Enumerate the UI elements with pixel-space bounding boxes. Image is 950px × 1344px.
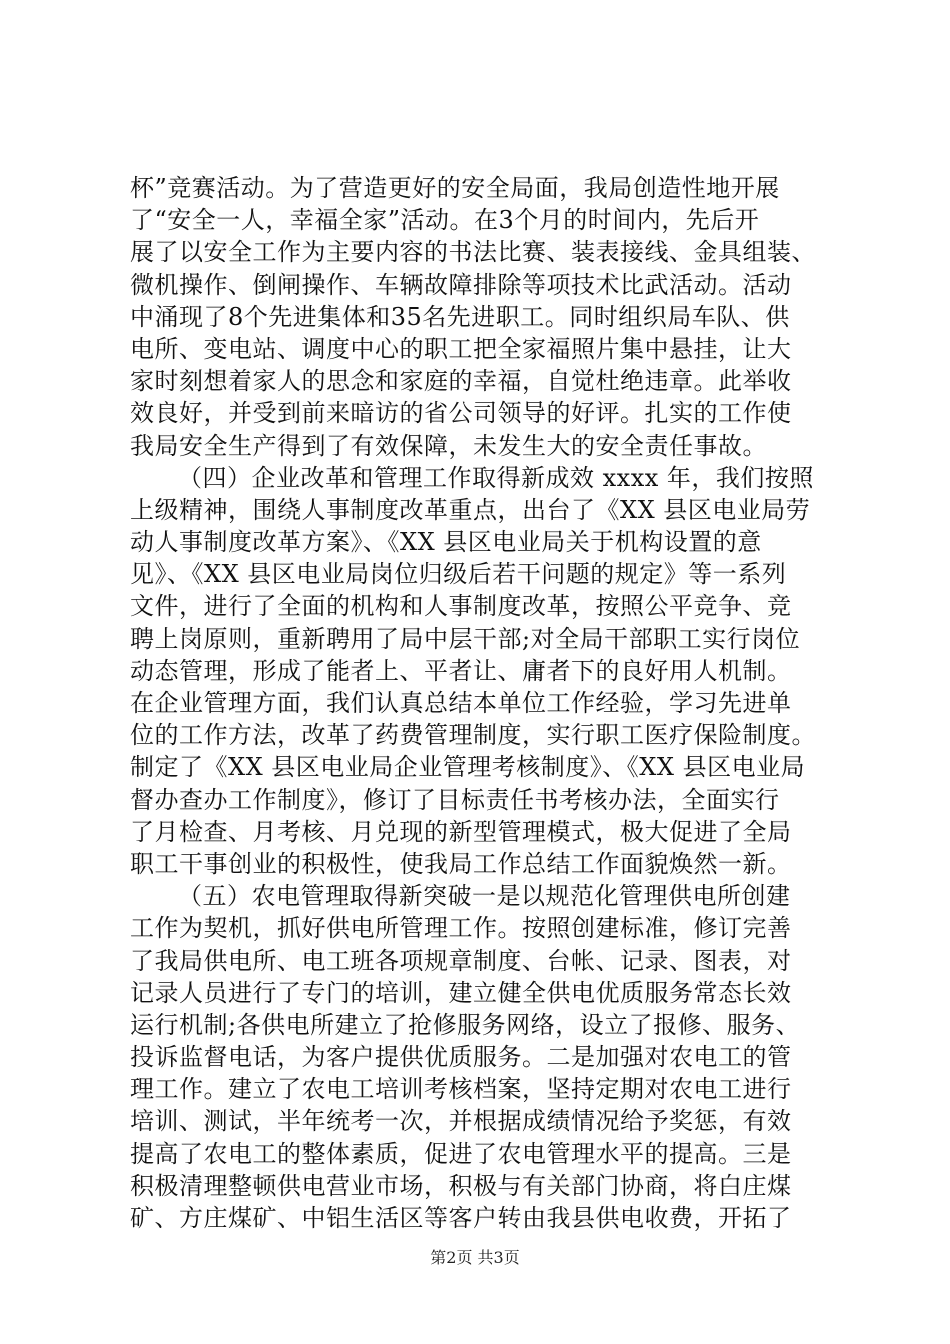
text-line: 杯”竞赛活动。为了营造更好的安全局面，我局创造性地开展 xyxy=(130,174,780,202)
text-line: 提高了农电工的整体素质，促进了农电管理水平的提高。三是 xyxy=(130,1139,792,1168)
paragraph-start-line: （五）农电管理取得新突破一是以规范化管理供电所创建 xyxy=(178,882,791,911)
text-line: 位的工作方法，改革了药费管理制度，实行职工医疗保险制度。 xyxy=(130,721,816,750)
text-line: 理工作。建立了农电工培训考核档案，坚持定期对农电工进行 xyxy=(130,1075,792,1104)
text-line: 家时刻想着家人的思念和家庭的幸福，自觉杜绝违章。此举收 xyxy=(130,367,792,396)
text-line: 投诉监督电话，为客户提供优质服务。二是加强对农电工的管 xyxy=(130,1043,792,1072)
page-footer: 第2页 共3页 xyxy=(430,1248,520,1267)
text-line: 动态管理，形成了能者上、平者让、庸者下的良好用人机制。 xyxy=(130,656,792,685)
text-line: 文件，进行了全面的机构和人事制度改革，按照公平竞争、竞 xyxy=(130,592,792,621)
text-line: 矿、方庄煤矿、中铝生活区等客户转由我县供电收费，开拓了 xyxy=(130,1204,792,1232)
text-line: 微机操作、倒闸操作、车辆故障排除等项技术比武活动。活动 xyxy=(130,270,792,299)
text-line: 工作为契机，抓好供电所管理工作。按照创建标准，修订完善 xyxy=(130,914,792,943)
text-line: 展了以安全工作为主要内容的书法比赛、装表接线、金具组装、 xyxy=(130,238,816,267)
body-text xyxy=(130,172,850,1234)
text-line: 督办查办工作制度》，修订了目标责任书考核办法，全面实行 xyxy=(130,785,780,814)
text-line: 电所、变电站、调度中心的职工把全家福照片集中悬挂，让大 xyxy=(130,334,792,363)
text-line: 培训、测试，半年统考一次，并根据成绩情况给予奖惩，有效 xyxy=(130,1107,792,1136)
text-line: 动人事制度改革方案》、《XX 县区电业局关于机构设置的意 xyxy=(130,528,762,557)
text-line: 运行机制;各供电所建立了抢修服务网络，设立了报修、服务、 xyxy=(130,1010,801,1039)
text-line: 上级精神，围绕人事制度改革重点，出台了《XX 县区电业局劳 xyxy=(130,495,811,524)
text-line: 我局安全生产得到了有效保障，未发生大的安全责任事故。 xyxy=(130,431,767,460)
text-line: 效良好，并受到前来暗访的省公司领导的好评。扎实的工作使 xyxy=(130,399,792,428)
text-line: 了“安全一人，幸福全家”活动。在3个月的时间内，先后开 xyxy=(130,206,760,235)
paragraph-start-line: （四）企业改革和管理工作取得新成效 xxxx 年，我们按照 xyxy=(178,463,814,492)
text-line: 聘上岗原则，重新聘用了局中层干部;对全局干部职工实行岗位 xyxy=(130,624,801,653)
text-line: 积极清理整顿供电营业市场，积极与有关部门协商，将白庄煤 xyxy=(130,1171,792,1200)
text-line: 在企业管理方面，我们认真总结本单位工作经验，学习先进单 xyxy=(130,689,792,717)
text-line: 职工干事创业的积极性，使我局工作总结工作面貌焕然一新。 xyxy=(130,849,792,878)
text-line: 记录人员进行了专门的培训，建立健全供电优质服务常态长效 xyxy=(130,978,792,1007)
text-line: 了月检查、月考核、月兑现的新型管理模式，极大促进了全局 xyxy=(130,817,792,846)
text-line: 了我局供电所、电工班各项规章制度、台帐、记录、图表，对 xyxy=(130,946,792,975)
text-line: 见》、《XX 县区电业局岗位归级后若干问题的规定》等一系列 xyxy=(130,560,787,589)
text-line: 制定了《XX 县区电业局企业管理考核制度》、《XX 县区电业局 xyxy=(130,753,806,782)
text-line: 中涌现了8个先进集体和35名先进职工。同时组织局车队、供 xyxy=(130,302,790,331)
